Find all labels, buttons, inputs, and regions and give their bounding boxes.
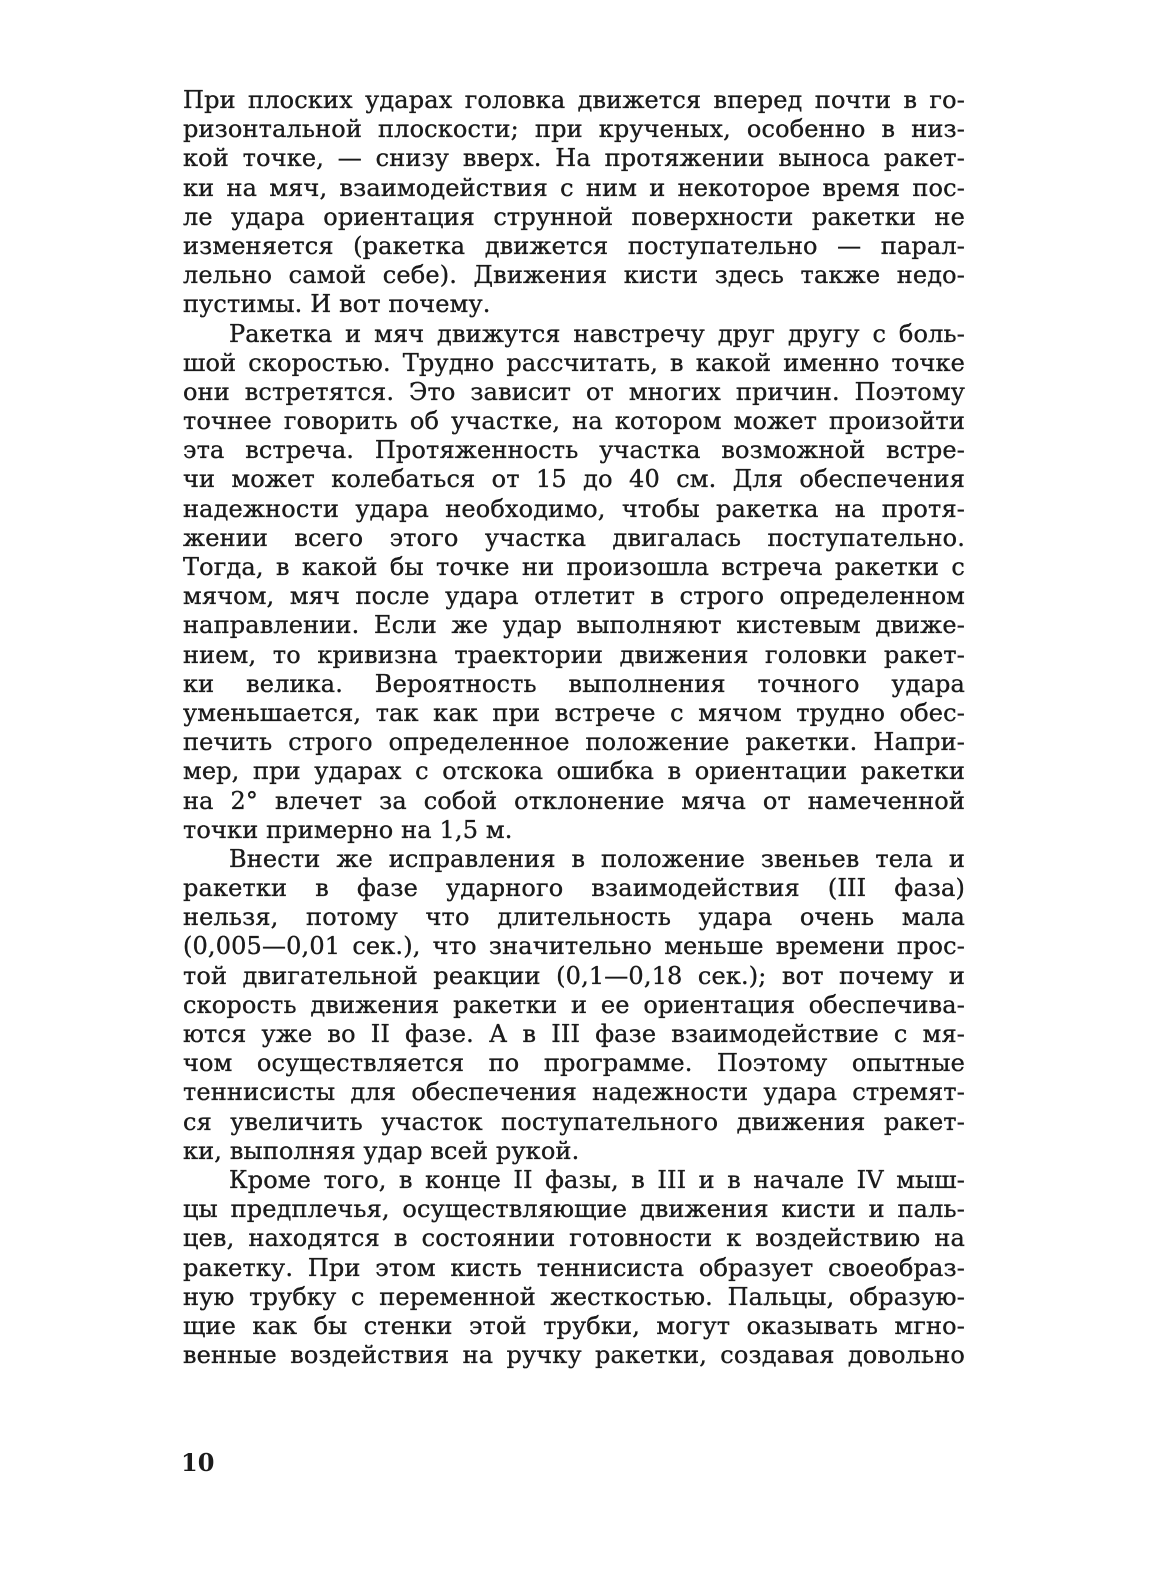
text-line: точки примерно на 1,5 м. (183, 815, 513, 844)
text-line: цы предплечья, осуществляющие движения кисти и паль- (183, 1195, 965, 1224)
text-line: ле удара ориентация струнной поверхности ракетки не (183, 202, 965, 231)
text-line: мячом, мяч после удара отлетит в строго определенном (183, 582, 965, 611)
text-line: Кроме того, в конце II фазы, в III и в начале IV мыш- (229, 1165, 965, 1194)
text-line: точнее говорить об участке, на котором может произойти (183, 407, 965, 436)
text-line: ются уже во II фазе. А в III фазе взаимодействие с мя- (183, 1020, 965, 1048)
text-line: ки на мяч, взаимодействия с ним и некоторое время пос- (183, 173, 965, 202)
text-line: той двигательной реакции (0,1—0,18 сек.); вот почему и (183, 961, 965, 990)
text-line: пустимы. И вот почему. (183, 290, 491, 319)
text-line: они встретятся. Это зависит от многих причин. Поэтому (183, 377, 965, 406)
text-line: венные воздействия на ручку ракетки, создавая довольно (183, 1341, 965, 1370)
text-line: ся увеличить участок поступательного движения ракет- (183, 1107, 965, 1136)
text-line: мер, при ударах с отскока ошибка в ориентации ракетки (183, 757, 965, 786)
text-line: нельзя, потому что длительность удара очень мала (183, 903, 965, 932)
text-line: уменьшается, так как при встрече с мячом трудно обес- (183, 698, 965, 727)
text-line: лельно самой себе). Движения кисти здесь также недо- (183, 261, 965, 290)
text-line: Ракетка и мяч движутся навстречу друг другу с боль- (229, 319, 965, 348)
text-line: надежности удара необходимо, чтобы ракетка на протя- (183, 494, 965, 523)
text-line: чи может колебаться от 15 до 40 см. Для обеспечения (183, 465, 965, 494)
text-line: ки, выполняя удар всей рукой. (183, 1136, 580, 1165)
text-line: ракетки в фазе ударного взаимодействия (III фаза) (183, 874, 965, 903)
page-number: 10 (181, 1448, 215, 1477)
text-line: печить строго определенное положение ракетки. Напри- (183, 728, 965, 757)
text-line: ракетку. При этом кисть теннисиста образует своеобраз- (183, 1253, 965, 1282)
text-line: ную трубку с переменной жесткостью. Пальцы, образую- (183, 1282, 965, 1311)
text-line: нием, то кривизна траектории движения головки ракет- (183, 640, 965, 669)
text-line: жении всего этого участка двигалась поступательно. (183, 523, 965, 552)
text-line: Внести же исправления в положение звеньев тела и (229, 844, 965, 873)
text-line: направлении. Если же удар выполняют кистевым движе- (183, 611, 965, 640)
text-line: Тогда, в какой бы точке ни произошла встреча ракетки с (183, 553, 965, 581)
text-line: изменяется (ракетка движется поступательно — парал- (183, 231, 965, 260)
text-line: на 2° влечет за собой отклонение мяча от намеченной (183, 786, 965, 815)
text-line: ки велика. Вероятность выполнения точного удара (183, 669, 965, 698)
text-line: цев, находятся в состоянии готовности к воздействию на (183, 1224, 965, 1253)
text-line: чом осуществляется по программе. Поэтому опытные (183, 1049, 965, 1078)
text-line: шой скоростью. Трудно рассчитать, в какой именно точке (183, 348, 965, 377)
text-line: При плоских ударах головка движется вперед почти в го- (183, 86, 965, 114)
text-line: эта встреча. Протяженность участка возможной встре- (183, 436, 965, 465)
text-line: кой точке, — снизу вверх. На протяжении выноса ракет- (183, 144, 965, 173)
text-line: скорость движения ракетки и ее ориентация обеспечива- (183, 990, 965, 1019)
text-line: (0,005—0,01 сек.), что значительно меньше времени прос- (183, 932, 965, 961)
text-line: теннисисты для обеспечения надежности удара стремят- (183, 1078, 965, 1107)
body-text (183, 86, 965, 1370)
text-line: ризонтальной плоскости; при крученых, особенно в низ- (183, 115, 965, 144)
text-line: щие как бы стенки этой трубки, могут оказывать мгно- (183, 1311, 965, 1340)
